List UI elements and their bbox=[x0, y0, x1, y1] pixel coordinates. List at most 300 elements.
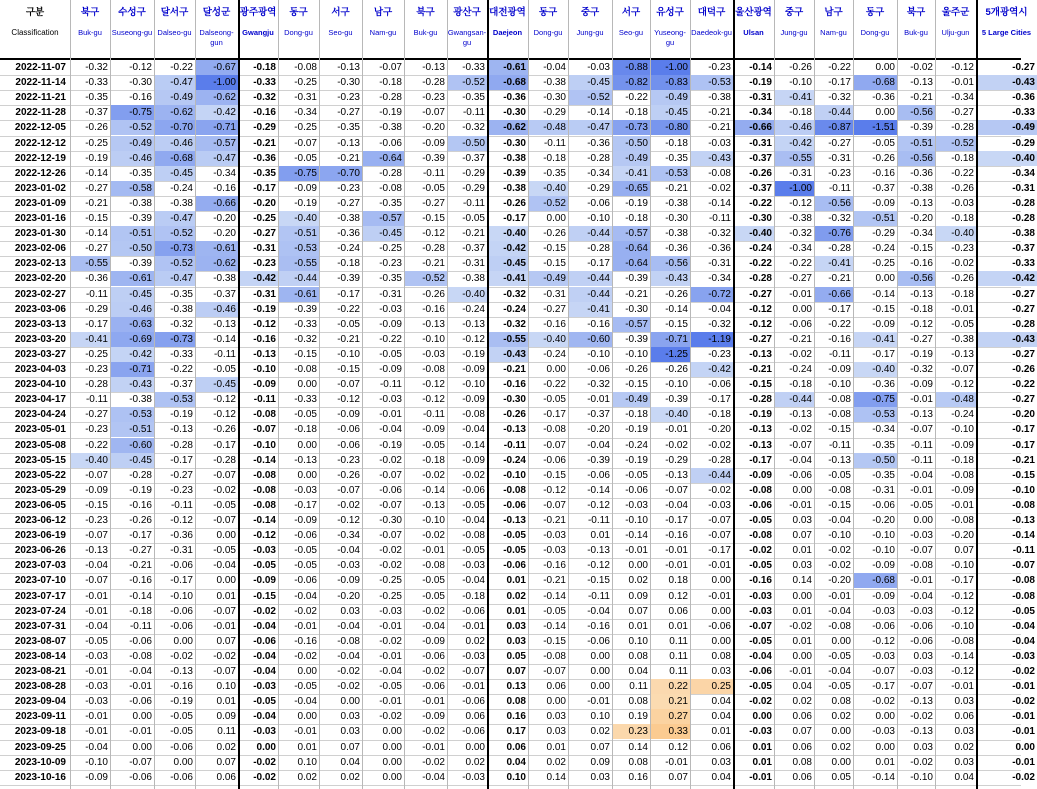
value-cell: -0.38 bbox=[379, 122, 402, 134]
column-divider bbox=[935, 0, 936, 789]
value-cell: -0.27 bbox=[422, 197, 445, 209]
value-cell: 0.02 bbox=[465, 756, 485, 768]
value-cell: -0.26 bbox=[625, 364, 648, 375]
value-cell: -0.12 bbox=[422, 394, 445, 406]
value-cell: -0.13 bbox=[665, 469, 688, 481]
value-cell: -0.10 bbox=[951, 560, 974, 572]
value-cell: -0.13 bbox=[253, 348, 276, 360]
value-cell: -0.06 bbox=[872, 620, 895, 632]
value-cell: -0.04 bbox=[587, 439, 610, 451]
value-cell: -0.01 bbox=[708, 560, 731, 572]
value-cell: -0.16 bbox=[253, 333, 276, 345]
value-cell: -0.42 bbox=[774, 136, 814, 151]
value-cell: -0.56 bbox=[897, 105, 935, 120]
date-cell: 2022-12-26 bbox=[14, 167, 66, 179]
value-cell: -0.38 bbox=[665, 197, 688, 209]
value-cell: -0.10 bbox=[170, 590, 193, 602]
value-cell: -0.23 bbox=[337, 454, 360, 466]
value-cell: -0.26 bbox=[951, 273, 974, 285]
value-cell: 0.01 bbox=[752, 741, 772, 753]
date-cell: 2023-10-09 bbox=[14, 756, 66, 768]
value-cell: -0.06 bbox=[503, 499, 526, 511]
value-cell: -0.07 bbox=[789, 439, 812, 451]
value-cell: 0.02 bbox=[954, 741, 974, 753]
value-cell: 0.03 bbox=[340, 726, 360, 738]
value-cell: -0.18 bbox=[294, 424, 317, 436]
column-divider bbox=[487, 0, 489, 789]
value-cell: -0.12 bbox=[170, 515, 193, 526]
value-cell: -0.11 bbox=[85, 288, 108, 300]
value-cell: -0.04 bbox=[253, 711, 276, 723]
value-cell: -0.57 bbox=[612, 317, 650, 332]
value-cell: -0.02 bbox=[213, 484, 236, 496]
value-cell: -0.02 bbox=[708, 484, 731, 496]
value-cell: -0.05 bbox=[170, 726, 193, 738]
value-cell: -0.44 bbox=[278, 271, 319, 286]
value-cell: 0.01 bbox=[216, 590, 236, 602]
value-cell: -0.45 bbox=[110, 453, 154, 468]
value-cell: -0.29 bbox=[665, 454, 688, 466]
value-cell: -0.30 bbox=[503, 394, 526, 406]
value-cell: -0.09 bbox=[85, 771, 108, 783]
value-cell: -0.05 bbox=[749, 515, 772, 526]
value-cell: -0.40 bbox=[976, 151, 1037, 166]
value-cell: 0.07 bbox=[628, 605, 648, 617]
value-cell: -0.16 bbox=[749, 575, 772, 587]
value-cell: -0.01 bbox=[379, 409, 402, 421]
value-cell: -0.09 bbox=[872, 590, 895, 602]
value-cell: -0.68 bbox=[154, 151, 195, 166]
value-cell: -0.15 bbox=[543, 258, 566, 270]
value-cell: -0.27 bbox=[1012, 288, 1035, 300]
value-cell: -0.09 bbox=[872, 197, 895, 209]
column-divider bbox=[319, 0, 320, 789]
value-cell: -0.04 bbox=[213, 560, 236, 572]
value-cell: 0.00 bbox=[590, 681, 610, 693]
value-cell: 0.03 bbox=[711, 756, 731, 768]
value-cell: -0.35 bbox=[872, 439, 895, 451]
value-cell: -0.33 bbox=[1012, 107, 1035, 119]
value-cell: 0.16 bbox=[628, 771, 648, 783]
value-cell: -0.30 bbox=[129, 77, 152, 89]
value-cell: 0.23 bbox=[612, 724, 650, 739]
value-cell: -0.02 bbox=[337, 681, 360, 693]
value-cell: 0.00 bbox=[711, 635, 731, 647]
value-cell: -0.04 bbox=[337, 620, 360, 632]
value-cell: -0.39 bbox=[503, 167, 526, 179]
column-divider bbox=[154, 0, 155, 789]
value-cell: 0.00 bbox=[256, 741, 276, 753]
value-cell: -0.01 bbox=[129, 681, 152, 693]
value-cell: 0.00 bbox=[831, 756, 851, 768]
header-en-20: Dong-gu bbox=[860, 28, 890, 37]
value-cell: 0.04 bbox=[954, 771, 974, 783]
value-cell: -0.15 bbox=[625, 379, 648, 391]
value-cell: -0.33 bbox=[294, 318, 317, 330]
value-cell: -0.43 bbox=[650, 271, 690, 286]
value-cell: -0.11 bbox=[828, 348, 851, 360]
value-cell: -0.06 bbox=[337, 424, 360, 436]
value-cell: -0.13 bbox=[789, 409, 812, 421]
value-cell: -0.01 bbox=[294, 620, 317, 632]
value-cell: -0.16 bbox=[587, 620, 610, 632]
value-cell: 0.04 bbox=[792, 681, 812, 693]
value-cell: -0.10 bbox=[951, 424, 974, 436]
value-cell: -0.28 bbox=[422, 243, 445, 255]
value-cell: -0.16 bbox=[587, 318, 610, 330]
date-cell: 2022-11-28 bbox=[15, 107, 66, 119]
value-cell: -0.15 bbox=[828, 424, 851, 436]
value-cell: -0.05 bbox=[828, 650, 851, 662]
value-cell: 0.06 bbox=[792, 711, 812, 723]
value-cell: -0.23 bbox=[337, 182, 360, 194]
value-cell: -0.25 bbox=[379, 243, 402, 255]
value-cell: -0.36 bbox=[253, 152, 276, 164]
value-cell: -0.06 bbox=[337, 439, 360, 451]
value-cell: -0.02 bbox=[828, 560, 851, 572]
value-cell: -0.05 bbox=[828, 681, 851, 693]
value-cell: -0.01 bbox=[129, 726, 152, 738]
value-cell: -0.04 bbox=[85, 741, 108, 753]
value-cell: 0.09 bbox=[216, 711, 236, 723]
value-cell: -0.51 bbox=[897, 136, 935, 151]
value-cell: -0.04 bbox=[828, 666, 851, 677]
value-cell: -0.04 bbox=[665, 499, 688, 511]
value-cell: -0.37 bbox=[462, 152, 485, 164]
value-cell: -0.18 bbox=[129, 605, 152, 617]
value-cell: 0.06 bbox=[465, 711, 485, 723]
value-cell: -0.37 bbox=[213, 288, 236, 300]
value-cell: -0.02 bbox=[253, 756, 276, 768]
header-kr-18: 중구 bbox=[784, 7, 804, 18]
value-cell: -0.07 bbox=[379, 530, 402, 542]
value-cell: -0.13 bbox=[422, 318, 445, 330]
value-cell: -0.49 bbox=[612, 392, 650, 407]
value-cell: 0.22 bbox=[650, 679, 690, 694]
value-cell: -0.35 bbox=[337, 122, 360, 134]
value-cell: -0.12 bbox=[951, 379, 974, 391]
header-en-5: Gwangju bbox=[242, 28, 274, 37]
value-cell: -0.05 bbox=[422, 182, 445, 194]
value-cell: -0.06 bbox=[462, 726, 485, 738]
header-en-14: Seo-gu bbox=[618, 28, 644, 37]
value-cell: -0.02 bbox=[708, 439, 731, 451]
value-cell: -0.06 bbox=[129, 635, 152, 647]
column-divider bbox=[362, 0, 363, 789]
value-cell: -0.19 bbox=[462, 348, 485, 360]
value-cell: -0.37 bbox=[749, 152, 772, 164]
value-cell: -0.80 bbox=[650, 120, 690, 135]
value-cell: -0.26 bbox=[503, 409, 526, 421]
value-cell: -0.39 bbox=[625, 333, 648, 345]
value-cell: -0.07 bbox=[708, 515, 731, 526]
value-cell: -0.43 bbox=[976, 332, 1037, 347]
header-en-9: Buk-gu bbox=[413, 28, 438, 37]
value-cell: -0.12 bbox=[872, 635, 895, 647]
value-cell: -0.11 bbox=[422, 409, 445, 421]
header-kr-21: 북구 bbox=[906, 7, 926, 18]
value-cell: -0.64 bbox=[612, 241, 650, 256]
value-cell: -0.07 bbox=[910, 424, 933, 436]
value-cell: -0.21 bbox=[503, 364, 526, 375]
value-cell: -0.03 bbox=[543, 545, 566, 557]
value-cell: -0.07 bbox=[665, 484, 688, 496]
value-cell: -0.05 bbox=[872, 137, 895, 149]
value-cell: -0.23 bbox=[379, 258, 402, 270]
value-cell: -0.12 bbox=[749, 303, 772, 315]
value-cell: 0.06 bbox=[216, 771, 236, 783]
value-cell: -0.26 bbox=[503, 197, 526, 209]
column-divider bbox=[447, 0, 448, 789]
date-cell: 2023-04-03 bbox=[14, 364, 66, 375]
value-cell: -0.31 bbox=[253, 288, 276, 300]
value-cell: -0.51 bbox=[110, 226, 154, 241]
value-cell: -0.02 bbox=[910, 756, 933, 768]
value-cell: -0.08 bbox=[951, 635, 974, 647]
value-cell: -0.22 bbox=[85, 439, 108, 451]
value-cell: -0.13 bbox=[910, 726, 933, 738]
value-cell: 0.00 bbox=[711, 575, 731, 587]
value-cell: -0.10 bbox=[665, 379, 688, 391]
value-cell: -0.62 bbox=[487, 120, 528, 135]
date-cell: 2023-06-05 bbox=[14, 499, 66, 511]
value-cell: -0.57 bbox=[362, 211, 404, 226]
value-cell: -0.08 bbox=[253, 469, 276, 481]
value-cell: -0.40 bbox=[853, 362, 897, 377]
value-cell: 0.09 bbox=[590, 756, 610, 768]
header-kr-7: 서구 bbox=[331, 7, 350, 18]
value-cell: -0.13 bbox=[910, 197, 933, 209]
value-cell: -0.32 bbox=[789, 228, 812, 240]
value-cell: -0.14 bbox=[129, 590, 152, 602]
value-cell: -0.01 bbox=[951, 681, 974, 693]
value-cell: -0.15 bbox=[253, 590, 276, 602]
value-cell: -0.03 bbox=[379, 605, 402, 617]
value-cell: -0.09 bbox=[337, 575, 360, 587]
column-divider bbox=[976, 0, 978, 789]
value-cell: -0.02 bbox=[379, 635, 402, 647]
value-cell: 0.02 bbox=[628, 575, 648, 587]
column-divider bbox=[195, 0, 196, 789]
value-cell: -0.41 bbox=[814, 256, 853, 271]
value-cell: -0.17 bbox=[749, 454, 772, 466]
value-cell: -0.18 bbox=[910, 303, 933, 315]
value-cell: -0.16 bbox=[253, 107, 276, 119]
value-cell: -0.05 bbox=[503, 530, 526, 542]
value-cell: 0.00 bbox=[711, 605, 731, 617]
value-cell: 0.00 bbox=[382, 741, 402, 753]
value-cell: -0.17 bbox=[872, 681, 895, 693]
value-cell: -0.01 bbox=[625, 545, 648, 557]
value-cell: 0.00 bbox=[297, 666, 317, 677]
value-cell: -0.14 bbox=[543, 620, 566, 632]
value-cell: -0.03 bbox=[543, 530, 566, 542]
value-cell: -0.38 bbox=[910, 182, 933, 194]
value-cell: -0.06 bbox=[129, 771, 152, 783]
value-cell: -0.05 bbox=[749, 635, 772, 647]
value-cell: -0.06 bbox=[749, 499, 772, 511]
value-cell: -0.31 bbox=[462, 258, 485, 270]
value-cell: -0.02 bbox=[749, 545, 772, 557]
value-cell: -0.20 bbox=[422, 122, 445, 134]
value-cell: -1.00 bbox=[195, 75, 238, 90]
value-cell: -0.19 bbox=[625, 197, 648, 209]
value-cell: 0.07 bbox=[590, 741, 610, 753]
value-cell: 0.06 bbox=[506, 741, 526, 753]
value-cell: -0.08 bbox=[828, 409, 851, 421]
value-cell: -0.07 bbox=[337, 484, 360, 496]
date-cell: 2023-08-07 bbox=[14, 635, 66, 647]
date-cell: 2023-03-20 bbox=[14, 333, 66, 345]
value-cell: 0.25 bbox=[690, 679, 733, 694]
value-cell: 0.07 bbox=[668, 771, 688, 783]
value-cell: 0.00 bbox=[590, 666, 610, 677]
value-cell: 0.01 bbox=[668, 620, 688, 632]
column-divider bbox=[897, 0, 898, 789]
value-cell: -0.05 bbox=[543, 394, 566, 406]
value-cell: -0.27 bbox=[337, 107, 360, 119]
header-en-17: Ulsan bbox=[743, 28, 764, 37]
value-cell: -0.08 bbox=[294, 62, 317, 73]
value-cell: -0.07 bbox=[253, 424, 276, 436]
value-cell: -0.13 bbox=[170, 424, 193, 436]
value-cell: -0.02 bbox=[749, 696, 772, 708]
value-cell: -0.12 bbox=[253, 530, 276, 542]
value-cell: -0.30 bbox=[665, 213, 688, 224]
value-cell: -0.18 bbox=[543, 152, 566, 164]
value-cell: -0.21 bbox=[129, 560, 152, 572]
value-cell: -0.21 bbox=[337, 333, 360, 345]
value-cell: -0.71 bbox=[650, 332, 690, 347]
value-cell: -0.55 bbox=[487, 332, 528, 347]
column-divider bbox=[528, 0, 529, 789]
value-cell: 0.00 bbox=[382, 771, 402, 783]
value-cell: 0.06 bbox=[711, 741, 731, 753]
value-cell: -0.31 bbox=[294, 92, 317, 104]
value-cell: -0.75 bbox=[110, 105, 154, 120]
value-cell: 0.02 bbox=[831, 741, 851, 753]
value-cell: -0.17 bbox=[503, 213, 526, 224]
value-cell: -0.23 bbox=[951, 243, 974, 255]
value-cell: -0.09 bbox=[337, 409, 360, 421]
value-cell: -0.04 bbox=[1012, 635, 1035, 647]
date-cell: 2022-12-05 bbox=[14, 122, 66, 134]
value-cell: -0.05 bbox=[253, 696, 276, 708]
value-cell: 0.00 bbox=[382, 756, 402, 768]
header-en-4: Dalseong-gun bbox=[199, 28, 234, 47]
value-cell: -0.32 bbox=[503, 318, 526, 330]
value-cell: -0.19 bbox=[85, 152, 108, 164]
value-cell: -0.45 bbox=[650, 105, 690, 120]
value-cell: -0.12 bbox=[951, 666, 974, 677]
value-cell: -0.01 bbox=[951, 303, 974, 315]
value-cell: -0.02 bbox=[828, 545, 851, 557]
value-cell: 0.17 bbox=[506, 726, 526, 738]
value-cell: -0.19 bbox=[170, 409, 193, 421]
value-cell: -0.20 bbox=[337, 590, 360, 602]
value-cell: -0.40 bbox=[447, 287, 487, 302]
value-cell: 0.10 bbox=[216, 681, 236, 693]
value-cell: -0.17 bbox=[543, 409, 566, 421]
value-cell: 0.06 bbox=[792, 741, 812, 753]
value-cell: -0.04 bbox=[253, 620, 276, 632]
value-cell: -0.38 bbox=[337, 213, 360, 224]
value-cell: -0.52 bbox=[447, 75, 487, 90]
date-cell: 2023-10-16 bbox=[14, 771, 66, 783]
value-cell: -0.10 bbox=[422, 333, 445, 345]
value-cell: 0.03 bbox=[954, 696, 974, 708]
value-cell: 0.10 bbox=[506, 771, 526, 783]
value-cell: 0.01 bbox=[875, 756, 895, 768]
value-cell: -0.64 bbox=[362, 151, 404, 166]
value-cell: -0.03 bbox=[379, 303, 402, 315]
value-cell: -0.12 bbox=[543, 484, 566, 496]
value-cell: -0.04 bbox=[462, 424, 485, 436]
value-cell: -0.01 bbox=[1012, 681, 1035, 693]
value-cell: -0.52 bbox=[935, 136, 976, 151]
value-cell: -0.37 bbox=[85, 107, 108, 119]
value-cell: -0.56 bbox=[650, 256, 690, 271]
value-cell: -0.09 bbox=[951, 439, 974, 451]
value-cell: 0.00 bbox=[382, 726, 402, 738]
value-cell: -0.02 bbox=[789, 424, 812, 436]
value-cell: -0.05 bbox=[951, 318, 974, 330]
value-cell: -0.32 bbox=[170, 318, 193, 330]
value-cell: -0.08 bbox=[503, 484, 526, 496]
value-cell: -0.41 bbox=[70, 332, 110, 347]
value-cell: -0.02 bbox=[379, 545, 402, 557]
value-cell: -0.17 bbox=[213, 439, 236, 451]
value-cell: -0.01 bbox=[422, 741, 445, 753]
value-cell: 0.06 bbox=[954, 711, 974, 723]
value-cell: -0.34 bbox=[951, 92, 974, 104]
value-cell: -0.06 bbox=[253, 635, 276, 647]
date-cell: 2023-03-27 bbox=[14, 348, 66, 360]
value-cell: -0.07 bbox=[708, 530, 731, 542]
value-cell: -0.06 bbox=[462, 696, 485, 708]
value-cell: 0.03 bbox=[546, 726, 566, 738]
value-cell: -0.13 bbox=[1012, 515, 1035, 526]
value-cell: -0.01 bbox=[379, 620, 402, 632]
value-cell: -0.32 bbox=[708, 228, 731, 240]
value-cell: -0.35 bbox=[129, 167, 152, 179]
value-cell: -0.10 bbox=[253, 439, 276, 451]
value-cell: -0.06 bbox=[789, 469, 812, 481]
value-cell: -0.15 bbox=[543, 469, 566, 481]
value-cell: -0.47 bbox=[195, 151, 238, 166]
value-cell: -0.01 bbox=[294, 726, 317, 738]
value-cell: -0.19 bbox=[379, 439, 402, 451]
value-cell: -0.26 bbox=[337, 469, 360, 481]
value-cell: -0.17 bbox=[951, 575, 974, 587]
value-cell: -0.09 bbox=[749, 469, 772, 481]
value-cell: 0.05 bbox=[506, 650, 526, 662]
value-cell: -0.55 bbox=[70, 256, 110, 271]
value-cell: -0.05 bbox=[253, 560, 276, 572]
value-cell: -0.46 bbox=[195, 302, 238, 317]
value-cell: -0.23 bbox=[253, 258, 276, 270]
value-cell: 0.10 bbox=[297, 756, 317, 768]
value-cell: -0.22 bbox=[828, 318, 851, 330]
value-cell: -0.38 bbox=[462, 273, 485, 285]
value-cell: -0.21 bbox=[85, 197, 108, 209]
value-cell: -0.04 bbox=[294, 590, 317, 602]
header-kr-11: 대전광역 bbox=[489, 7, 526, 18]
value-cell: -0.01 bbox=[708, 590, 731, 602]
value-cell: -0.38 bbox=[503, 182, 526, 194]
value-cell: -0.17 bbox=[1012, 424, 1035, 436]
value-cell: -0.27 bbox=[85, 182, 108, 194]
